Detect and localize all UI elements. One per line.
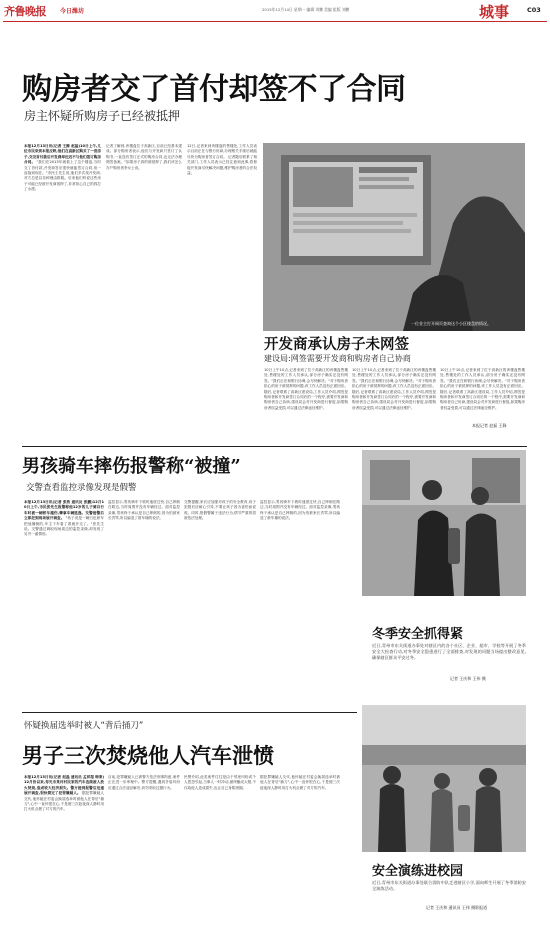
story3-col1 — [24, 500, 104, 694]
story3-body-a: "孩子说是一辆白色轿车把他撞倒的,车主下车看了看就开走了。"张先生说。交警通过调取现场周边的监控录像,却发现了另外一番情形。 — [24, 516, 104, 537]
story3-headline: 男孩骑车摔伤报警称“被撞” — [22, 456, 241, 477]
story2-byline: 本报记者 赵磊 王錄 — [472, 423, 507, 428]
story6-body-box — [372, 880, 526, 902]
story6-photo — [362, 705, 526, 852]
story3-body-c: 交警提醒,家长应加强对孩子的安全教育,孩子犯错后应耐心引导,不要让孩子因为害怕而说谎。同时,报假警属于违法行为,情节严重的将被依法处理。 — [184, 500, 256, 521]
page-number: C03 — [527, 6, 541, 14]
story3-lead: 本报12月13日讯(记者 张浩 通讯员 张鹏)12月10日上午,市民张先生报警称他12岁的儿子骑自行车时被一辆轿车撞伤,肇事车辆逃逸。交警接警后立即赶到现场展开调查。 — [24, 500, 104, 521]
story4-body-a: 据犯罪嫌疑人交代,他怀疑在村委会换届选举时被他人在背后"捅刀",心中一直怀恨在心,于是便三次趁夜深人静时用打火机点燃了对方的汽车。 — [24, 791, 104, 812]
story5-body: 近日,青州市东关街道办事处对辖区内的各个社区、企业、超市、学校等开展了冬季安全大检查行动,对冬季安全隐患进行了全面排查,对发现的问题当场提出整改意见,确保辖区群众平安过冬。 — [372, 643, 526, 660]
story3-body-cont: 监控显示,男孩骑车下坡时速度过快,自己摔倒在路边,当时周围并没有车辆经过。面对监控录像,男孩终于承认是自己摔倒的,因为怕被家长责骂,所以编造了被车撞的说法。 — [260, 500, 340, 521]
divider-2 — [22, 712, 357, 713]
section-title: 城事 — [479, 3, 510, 21]
story6-body: 近日,青州市东关街道办事处联合消防中队走进辖区小学,面向师生开展了冬季消防安全演练活动。 — [372, 880, 526, 891]
story1-body-a: "我们在2013年就看上了这个楼盘,当时交了首付款,开发商答应很快就能签订合同,但一直拖到现在。"市民王先生说,他们多次找开发商,对方总是以各种理由推脱。后来他们听说这些房子可能已经被开发商抵押了,非常担心自己的钱打了水漂。 — [24, 160, 101, 192]
story2-col1 — [264, 368, 348, 422]
story1-headline: 购房者交了首付却签不了合同 — [22, 72, 406, 107]
story2-subhead: 建设局:网签需要开发商和购房者自己协商 — [264, 354, 411, 363]
story1-body-c: 12日,记者来到该楼盘的售楼处,工作人员表示目前正在与银行协商,办理相关手续后就能尽快为购房者签订合同。 — [187, 144, 257, 159]
newspaper-logo: 齐鲁晚报 — [4, 5, 46, 18]
story4-body-cont: 据犯罪嫌疑人交代,他怀疑在村委会换届选举时被他人在背后"捅刀",心中一直怀恨在心,于是便三次趁夜深人静时用打火机点燃了对方的汽车。 — [260, 775, 340, 790]
story2-body-cont2: 10日上午10点,记者来到了位于高新区的该楼盘售楼处,售楼处的工作人员承认,部分房子确实还没有网签。"我们正在和银行协调,会尽快解决。"对于购房者担心的房子被抵押的问题,该工作人员没有正面回应。随后,记者联系了高新区建设局,工作人员介绍,网签是购房者和开发商签订合同后的一个程序,需要开发商和购房者自己协商,建设局会对开发商进行督促,如果购房者权益受损,可以通过法律途径维护。 — [440, 368, 525, 410]
story3-subhead: 交警查看监控录像发现是假警 — [26, 483, 137, 493]
story4-col3 — [184, 775, 256, 925]
story4-body-c: 民警介绍,此类案件往往是由于邻里纠纷或个人恩怨引起,当事人一时冲动,最终酿成大错,不仅给他人造成损失,也让自己身陷囹圄。 — [184, 775, 256, 790]
school-drill-photo-illustration — [362, 705, 526, 852]
story5-headline: 冬季安全抓得紧 — [372, 627, 464, 642]
story5-photo — [362, 450, 526, 596]
story6-headline: 安全演练进校园 — [372, 864, 464, 879]
story4-body-b: 目前,犯罪嫌疑人已被警方依法刑事拘留,案件正在进一步审理中。警方提醒,遇到矛盾纠纷应通过合法途径解决,切勿采取过激行为。 — [108, 775, 180, 790]
story1-photo — [263, 143, 525, 331]
story4-col2 — [108, 775, 180, 925]
story1-col3 — [187, 144, 257, 420]
story1-photo-caption: 一位业主打开网页查询这个小区楼盘的情况。 — [411, 321, 491, 326]
story5-byline: 记者 王庆和 王伟 摄 — [450, 676, 486, 681]
story4-col1 — [24, 775, 104, 925]
story2-col3 — [440, 368, 525, 422]
story1-col2 — [106, 144, 182, 420]
story1-col1 — [24, 144, 101, 420]
story5-body-box — [372, 643, 526, 671]
header-rule — [3, 21, 547, 22]
masthead-meta: 2015年12月14日 星期一 编辑 刘鹏 美编 组版 刘鹏 — [262, 7, 350, 12]
story1-subhead: 房主怀疑所购房子已经被抵押 — [24, 109, 181, 123]
story1-body-d: 记者随后联系了相关部门,工作人员表示已经注意到此事,将督促开发商尽快解决问题,维护购房者的合法权益。 — [187, 154, 257, 176]
story1-body-b: 记者了解到,该楼盘位于高新区,目前已经基本建成。部分购房者表示,他们与开发商只签订了认购书,一直没有签订正式的购房合同,也无法办理网签备案。"如果房子真的被抵押了,我们该怎么办?"购房者李女士说。 — [106, 144, 182, 170]
story2-headline: 开发商承认房子未网签 — [264, 336, 409, 353]
story4-headline: 男子三次焚烧他人汽车泄愤 — [22, 743, 274, 768]
story4-col4 — [260, 775, 340, 925]
story2-col2 — [352, 368, 436, 422]
story4-kicker: 怀疑换届选举时被人“背后捅刀” — [24, 721, 144, 731]
story3-col3 — [184, 500, 256, 694]
story2-body: 10日上午10点,记者来到了位于高新区的该楼盘售楼处,售楼处的工作人员承认,部分房子确实还没有网签。"我们正在和银行协调,会尽快解决。"对于购房者担心的房子被抵押的问题,该工作人员没有正面回应。随后,记者联系了高新区建设局,工作人员介绍,网签是购房者和开发商签订合同后的一个程序,需要开发商和购房者自己协商,建设局会对开发商进行督促,如果购房者权益受损,可以通过法律途径维护。 — [264, 368, 348, 410]
extinguisher-photo-illustration — [362, 450, 526, 596]
story1-lead: 本报12月13日讯(记者 王錄 赵磊)10日上午,几位市民来到本报反映,他们在高新区购买了一套房子,交完首付款后开发商却迟迟不与他们签订购房合同。 — [24, 144, 101, 165]
story6-byline: 记者 王庆和 通讯员 王伟 摄影报道 — [426, 905, 488, 910]
story3-body-b: 监控显示,男孩骑车下坡时速度过快,自己摔倒在路边,当时周围并没有车辆经过。面对监控录像,男孩终于承认是自己摔倒的,因为怕被家长责骂,所以编造了被车撞的说法。 — [108, 500, 180, 521]
story3-col4 — [260, 500, 340, 694]
monitor-photo-illustration — [263, 143, 525, 331]
story2-body-cont: 10日上午10点,记者来到了位于高新区的该楼盘售楼处,售楼处的工作人员承认,部分房子确实还没有网签。"我们正在和银行协调,会尽快解决。"对于购房者担心的房子被抵押的问题,该工作人员没有正面回应。随后,记者联系了高新区建设局,工作人员介绍,网签是购房者和开发商签订合同后的一个程序,需要开发商和购房者自己协商,建设局会对开发商进行督促,如果购房者权益受损,可以通过法律途径维护。 — [352, 368, 436, 410]
section-label: 今日潍坊 — [60, 8, 85, 15]
divider — [22, 446, 527, 447]
story3-col2 — [108, 500, 180, 694]
story4-lead: 本报12月13日讯(记者 赵磊 通讯员 孟祥超 韩秉)12月份以来,寿光市某村村民家的汽车连续被人放火焚烧,造成较大经济损失。警方接到报警后迅速展开调查,很快锁定了犯罪嫌疑人。 — [24, 775, 104, 796]
